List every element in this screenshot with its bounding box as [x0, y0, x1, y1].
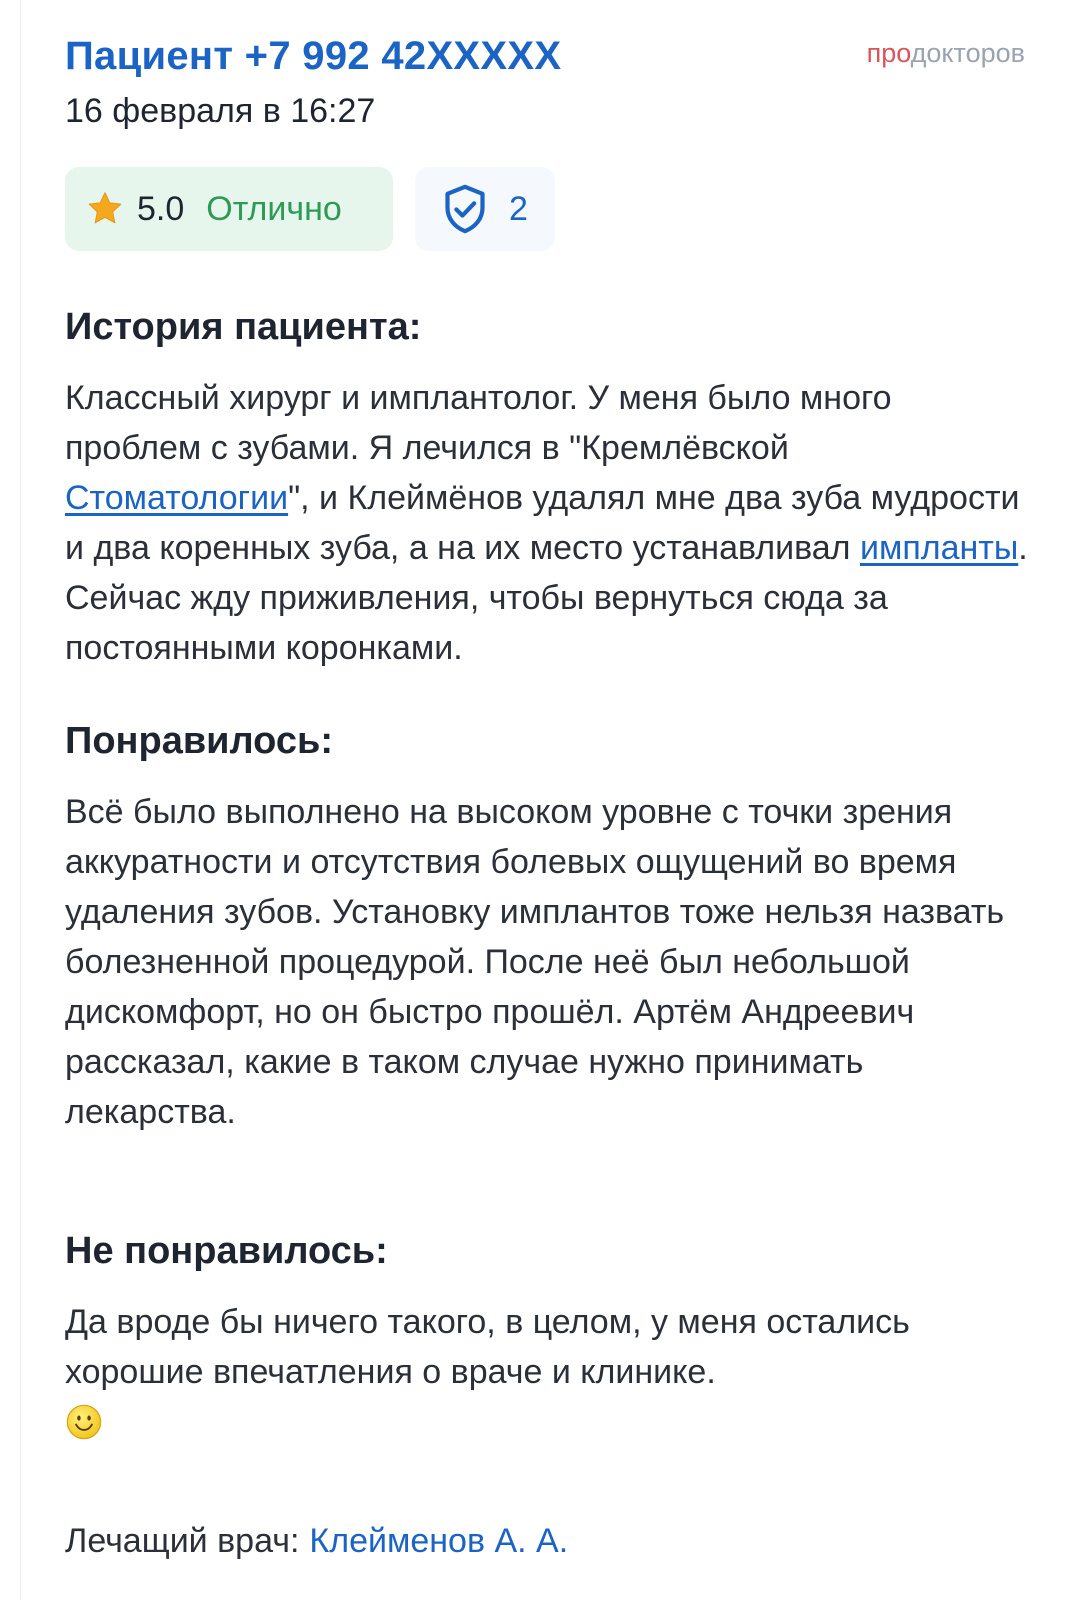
history-text — [65, 373, 1030, 673]
verified-count: 2 — [509, 189, 528, 228]
doctor-name-link[interactable]: Клейменов А. А. — [309, 1522, 569, 1560]
rating-value: 5.0 — [137, 189, 185, 228]
treating-doctor — [65, 1522, 568, 1561]
smiley-icon — [65, 1403, 103, 1441]
verified-badge[interactable] — [415, 167, 555, 251]
review-badges — [65, 167, 555, 251]
shield-check-icon — [437, 181, 493, 237]
history-text-part2: ", и Клеймёнов удалял мне два зуба мудрости и два коренных зуба, а на их место устанавливал — [65, 479, 1020, 567]
review-date: 16 февраля в 16:27 — [65, 92, 376, 130]
stomatology-link[interactable]: Стоматологии — [65, 479, 289, 517]
rating-label: Отлично — [206, 189, 342, 228]
left-divider — [20, 0, 21, 1600]
review-card — [65, 0, 1028, 1560]
history-text-part3: . Сейчас жду приживления, чтобы вернуться сюда за постоянными коронками. — [65, 529, 1028, 667]
disliked-title: Не понравилось: — [65, 1230, 388, 1272]
liked-text: Всё было выполнено на высоком уровне с точки зрения аккуратности и отсутствия болевых ощущений во время удаления зубов. Установку имплантов тоже нельзя назвать болезненной процедурой. После неё был небольшой дискомфорт, но он быстро прошёл. Артём Андреевич рассказал, какие в таком случае нужно принимать лекарства. — [65, 793, 1005, 1131]
brand-logo-rest: докторов — [910, 38, 1025, 68]
disliked-text — [65, 1297, 995, 1447]
rating-badge — [65, 167, 393, 251]
review-header — [65, 0, 1025, 135]
star-icon — [85, 189, 125, 229]
disliked-text-body: Да вроде бы ничего такого, в целом, у меня остались хорошие впечатления о враче и клинике. — [65, 1303, 910, 1391]
implants-link[interactable]: импланты — [859, 529, 1019, 567]
doctor-label: Лечащий врач: — [65, 1522, 300, 1560]
history-title: История пациента: — [65, 306, 422, 348]
brand-logo[interactable] — [867, 38, 1025, 69]
author-name[interactable]: Пациент +7 992 42XXXXX — [65, 34, 562, 78]
brand-logo-pro: про — [866, 38, 911, 68]
liked-title: Понравилось: — [65, 720, 334, 762]
history-text-part1: Классный хирург и имплантолог. У меня было много проблем с зубами. Я лечился в "Кремлёвской — [65, 379, 892, 467]
